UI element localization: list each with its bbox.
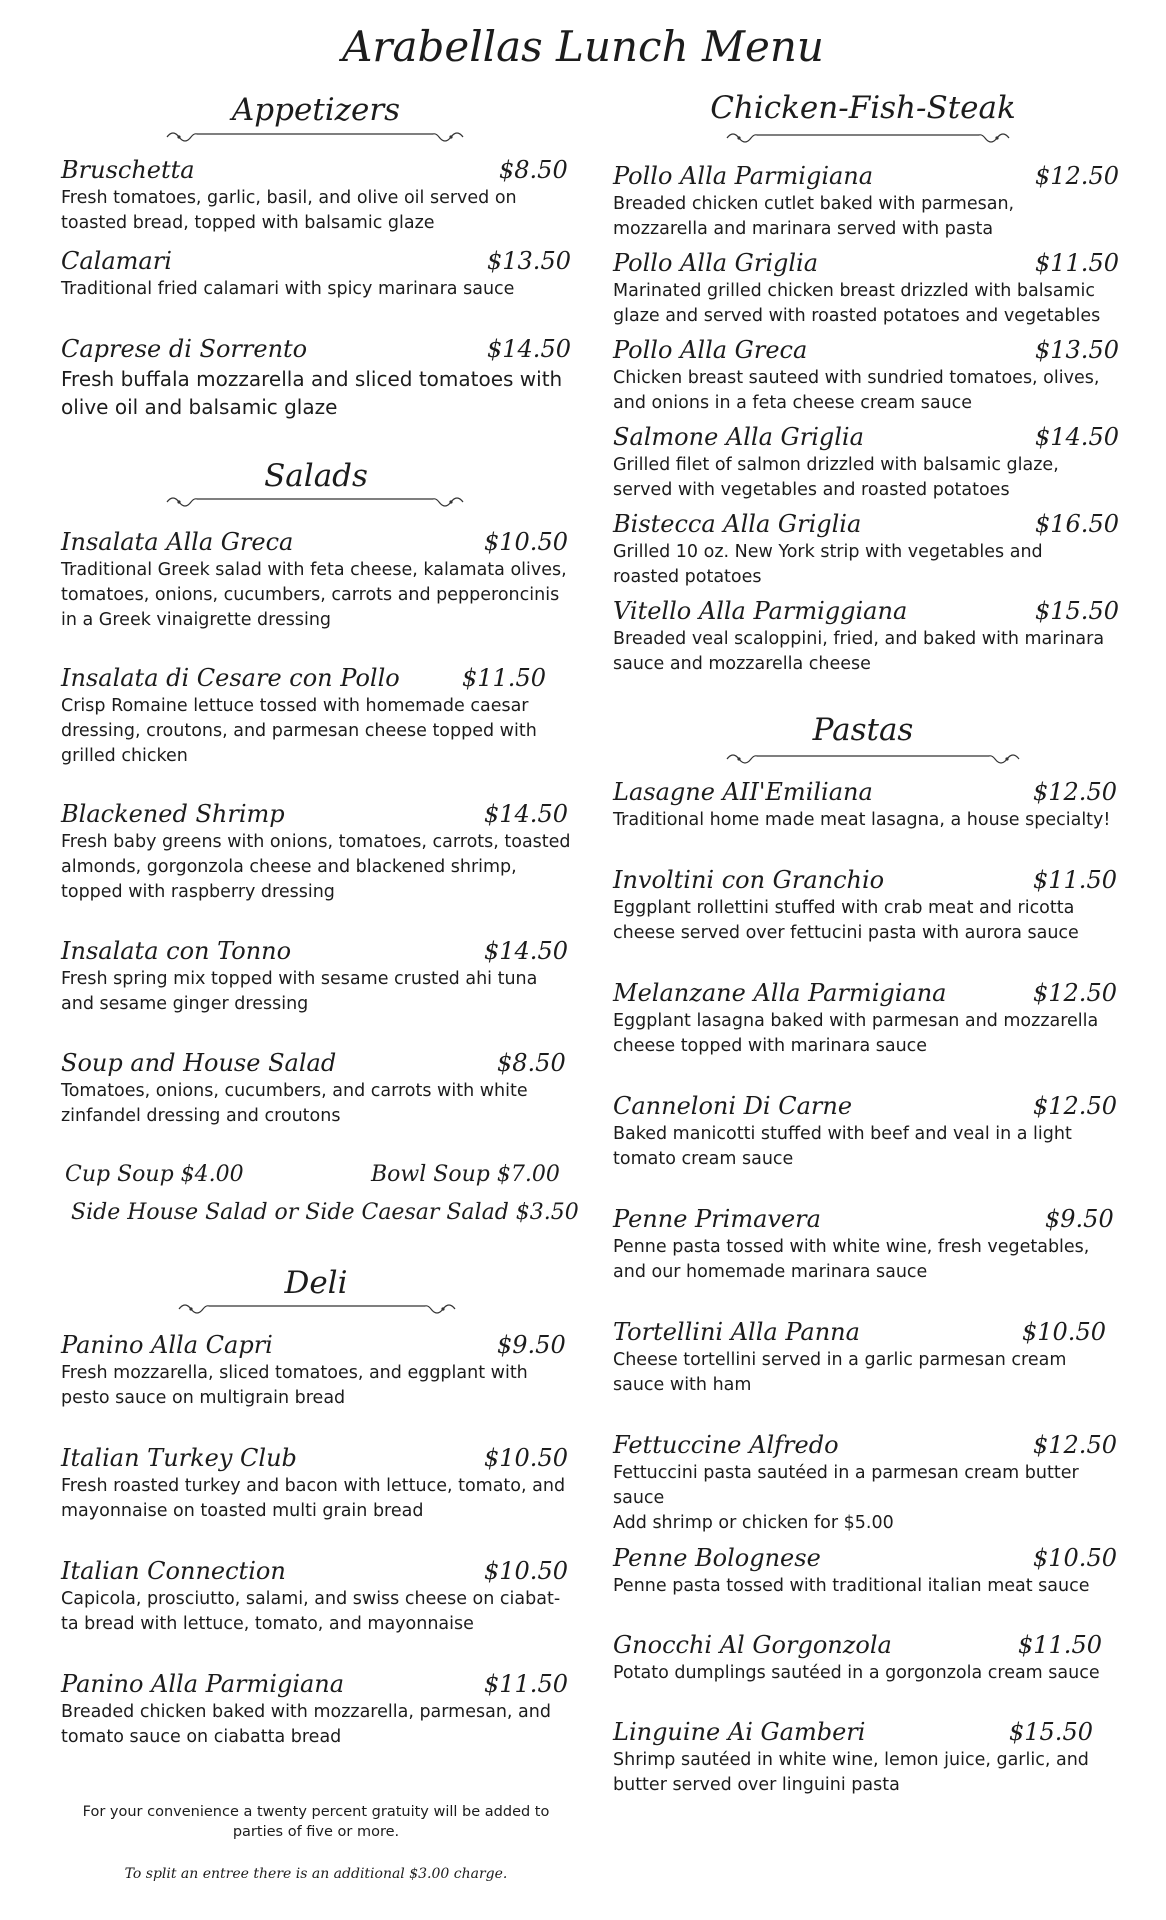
gratuity-note: For your convenience a twenty percent gratuity will be added to parties of five or more. [82,1804,550,1840]
item-description: Fettuccini pasta sautéed in a parmesan cream butter sauce [613,1463,1079,1508]
item-price: $11.50 [1018,1631,1102,1659]
item-name: Penne Primavera [613,1205,821,1233]
item-description: Fresh tomatoes, garlic, basil, and olive oil served on toasted bread, topped with balsamic glaze [61,188,517,233]
item-description: Grilled 10 oz. New York strip with vegetables and roasted potatoes [613,542,1043,587]
item-name: Blackened Shrimp [61,800,285,828]
item-name: Panino Alla Capri [61,1331,273,1359]
item-price: $10.50 [484,528,568,556]
item-description: Traditional home made meat lasagna, a house specialty! [613,810,1111,830]
split-note: To split an entree there is an additional $3.00 charge. [124,1866,508,1882]
item-name: Italian Connection [61,1557,286,1585]
item-description: Fresh mozzarella, sliced tomatoes, and eggplant with pesto sauce on multigrain bread [61,1363,528,1408]
item-name: Caprese di Sorrento [61,335,308,363]
chicken-fish-steak-heading: Chicken-Fish-Steak [710,90,1016,126]
item-price: $14.50 [484,937,568,965]
item-price: $11.50 [1033,866,1117,894]
cup-soup: Cup Soup $4.00 [65,1162,244,1187]
item-name: Vitello Alla Parmiggiana [613,597,908,625]
item-description: Fresh baby greens with onions, tomatoes, carrots, toasted almonds, gorgonzola cheese and blackened shrimp, topped with raspberry dressing [61,832,571,902]
item-price: $9.50 [497,1331,566,1359]
item-name: Gnocchi Al Gorgonzola [613,1631,892,1659]
item-price: $16.50 [1035,510,1119,538]
item-price: $12.50 [1035,162,1119,190]
item-price: $8.50 [499,156,568,184]
item-name: Insalata Alla Greca [61,528,294,556]
item-name: Linguine Ai Gamberi [613,1718,866,1746]
item-name: Fettuccine Alfredo [613,1431,839,1459]
flourish-divider-icon [165,493,465,509]
item-price: $15.50 [1009,1718,1093,1746]
bowl-soup: Bowl Soup $7.00 [371,1162,560,1187]
salads-heading: Salads [264,458,368,494]
menu-item [613,977,1117,1059]
item-description: Breaded chicken baked with mozzarella, parmesan, and tomato sauce on ciabatta bread [61,1702,551,1747]
menu-item [613,864,1117,946]
item-name: Involtini con Granchio [613,866,885,894]
item-name: Penne Bolognese [613,1544,821,1572]
item-description: Potato dumplings sautéed in a gorgonzola cream sauce [613,1663,1100,1683]
menu-item [61,798,571,905]
item-description: Capicola, prosciutto, salami, and swiss cheese on ciabat-ta bread with lettuce, tomato, and mayonnaise [61,1589,561,1634]
deli-heading: Deli [284,1265,348,1301]
item-price: $8.50 [497,1049,566,1077]
item-price: $10.50 [484,1557,568,1585]
item-name: Bistecca Alla Griglia [613,510,862,538]
item-name: Insalata con Tonno [61,937,292,965]
item-description: Eggplant rollettini stuffed with crab meat and ricotta cheese served over fettucini pasta with aurora sauce [613,898,1079,943]
item-name: Pollo Alla Parmigiana [613,162,874,190]
item-description: Fresh spring mix topped with sesame crusted ahi tuna and sesame ginger dressing [61,969,538,1014]
item-price: $12.50 [1033,979,1117,1007]
item-price: $14.50 [487,335,571,363]
menu-item [61,1668,571,1750]
appetizers-heading: Appetizers [231,92,401,128]
menu-item [613,1629,1113,1686]
side-salad: Side House Salad or Side Caesar Salad $3.50 [71,1200,579,1225]
menu-item [613,334,1119,416]
item-name: Soup and House Salad [61,1049,337,1077]
item-description: Tomatoes, onions, cucumbers, and carrots with white zinfandel dressing and croutons [61,1081,528,1126]
menu-item [61,154,571,236]
menu-item [613,1716,1113,1798]
item-description: Breaded chicken cutlet baked with parmesan, mozzarella and marinara served with pasta [613,194,1015,239]
item-description: Eggplant lasagna baked with parmesan and mozzarella cheese topped with marinara sauce [613,1011,1099,1056]
menu-item [613,1316,1113,1398]
item-description: Penne pasta tossed with traditional italian meat sauce [613,1576,1090,1596]
item-name: Canneloni Di Carne [613,1092,853,1120]
item-price: $10.50 [1022,1318,1106,1346]
item-name: Lasagne AII'Emiliana [613,778,873,806]
menu-item [61,1555,571,1637]
item-description: Marinated grilled chicken breast drizzled with balsamic glaze and served with roasted potatoes and vegetables [613,281,1101,326]
item-name: Salmone Alla Griglia [613,423,864,451]
menu-title: Arabellas Lunch Menu [342,22,824,71]
menu-item [613,247,1119,329]
item-price: $11.50 [484,1670,568,1698]
item-price: $12.50 [1033,1092,1117,1120]
menu-item [613,1090,1117,1172]
menu-item [61,1442,571,1524]
item-price: $13.50 [487,247,571,275]
item-name: Italian Turkey Club [61,1444,297,1472]
item-name: Melanzane Alla Parmigiana [613,979,947,1007]
flourish-divider-icon [177,1300,457,1316]
menu-item [61,935,571,1017]
pastas-heading: Pastas [812,712,914,748]
item-description: Cheese tortellini served in a garlic parmesan cream sauce with ham [613,1350,1067,1395]
item-description: Breaded veal scaloppini, fried, and baked with marinara sauce and mozzarella cheese [613,629,1105,674]
menu-item [61,526,571,633]
item-price: $11.50 [1035,249,1119,277]
item-extra: Add shrimp or chicken for $5.00 [613,1513,894,1533]
menu-item [613,508,1119,590]
item-name: Insalata di Cesare con Pollo [61,664,400,692]
menu-item [61,245,571,302]
menu-item [613,595,1119,677]
item-price: $14.50 [1035,423,1119,451]
item-description: Fresh buffala mozzarella and sliced tomatoes with olive oil and balsamic glaze [61,367,563,419]
menu-item [613,1203,1113,1285]
menu-item [613,1429,1117,1536]
item-price: $10.50 [484,1444,568,1472]
item-name: Pollo Alla Greca [613,336,808,364]
menu-item [61,662,571,769]
item-price: $9.50 [1045,1205,1114,1233]
item-name: Bruschetta [61,156,195,184]
menu-item [613,421,1119,503]
item-description: Crisp Romaine lettuce tossed with homemade caesar dressing, croutons, and parmesan cheese topped with grilled chicken [61,696,537,766]
menu-item [613,1542,1117,1599]
item-description: Chicken breast sauteed with sundried tomatoes, olives, and onions in a feta cheese cream sauce [613,368,1100,413]
item-description: Traditional fried calamari with spicy marinara sauce [61,279,515,299]
item-description: Shrimp sautéed in white wine, lemon juice, garlic, and butter served over linguini pasta [613,1750,1089,1795]
item-name: Calamari [61,247,172,275]
item-name: Pollo Alla Griglia [613,249,819,277]
item-price: $10.50 [1033,1544,1117,1572]
menu-item [61,333,571,421]
item-description: Traditional Greek salad with feta cheese, kalamata olives, tomatoes, onions, cucumbers, carrots and pepperoncinis in a Greek vinaigrette dressing [61,560,567,630]
menu-item [61,1329,571,1411]
flourish-divider-icon [725,750,1021,766]
item-name: Tortellini Alla Panna [613,1318,860,1346]
menu-item [61,1047,571,1129]
item-description: Penne pasta tossed with white wine, fresh vegetables, and our homemade marinara sauce [613,1237,1090,1282]
menu-item [613,160,1119,242]
item-price: $12.50 [1033,1431,1117,1459]
item-price: $13.50 [1035,336,1119,364]
item-price: $12.50 [1033,778,1117,806]
item-price: $11.50 [462,664,546,692]
flourish-divider-icon [725,129,1011,145]
menu-item [613,776,1117,833]
item-price: $15.50 [1035,597,1119,625]
item-description: Baked manicotti stuffed with beef and veal in a light tomato cream sauce [613,1124,1072,1169]
item-description: Grilled filet of salmon drizzled with balsamic glaze, served with vegetables and roasted potatoes [613,455,1059,500]
item-price: $14.50 [484,800,568,828]
flourish-divider-icon [165,128,465,144]
item-description: Fresh roasted turkey and bacon with lettuce, tomato, and mayonnaise on toasted multi grain bread [61,1476,566,1521]
item-name: Panino Alla Parmigiana [61,1670,345,1698]
